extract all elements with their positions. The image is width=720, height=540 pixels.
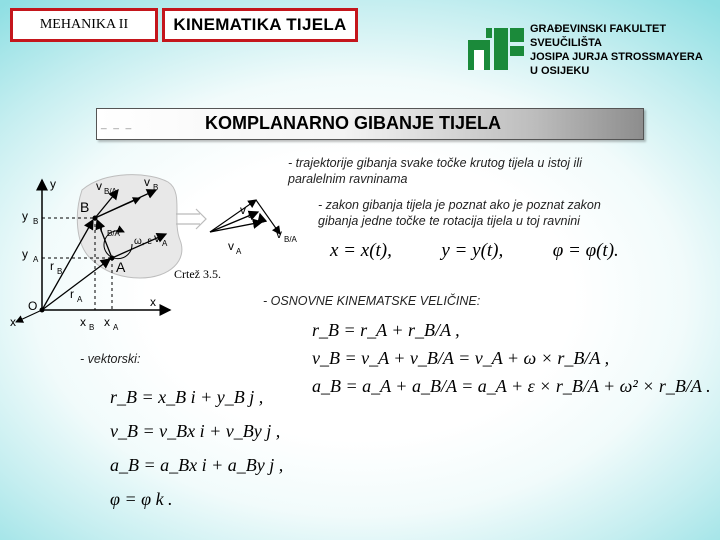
label-yA-sub: A: [33, 255, 39, 264]
label-xB: x: [80, 315, 86, 329]
course-label: MEHANIKA II: [10, 8, 158, 42]
figure-caption: Crtež 3.5.: [174, 267, 221, 281]
equation-y: y = y(t),: [441, 240, 504, 261]
note-line: - trajektorije gibanja svake točke krutog tijela u istoj ili: [288, 156, 582, 170]
equation-phi-vector: φ = φ k .: [110, 489, 173, 509]
note-trajectories: [288, 155, 582, 187]
label-vA-sub: A: [162, 239, 168, 248]
equation-rB: r_B = r_A + r_B/A ,: [312, 320, 460, 340]
equation-aB-vector: a_B = a_Bx i + a_By j ,: [110, 455, 284, 475]
label-diagram-vBA: v: [276, 227, 282, 241]
diagram-vBA: [260, 214, 262, 222]
faculty-name: [530, 22, 703, 78]
double-arrow-icon: [176, 209, 206, 229]
label-omega-epsilon: ω, ε: [134, 236, 152, 247]
label-rA: r: [70, 287, 74, 301]
origin-point: [40, 308, 45, 313]
note-basic-quantities: - OSNOVNE KINEMATSKE VELIČINE:: [263, 294, 481, 308]
label-vA: v: [154, 231, 160, 245]
label-diagram-vBA-sub: B/A: [284, 235, 297, 244]
label-z-axis: x: [10, 315, 16, 329]
label-yB: y: [22, 209, 28, 223]
label-B: B: [80, 199, 90, 215]
note-line: paralelnim ravninama: [288, 172, 408, 186]
motion-equations: [330, 240, 619, 262]
label-y-axis: y: [50, 177, 56, 191]
figure-3-5: [0, 160, 300, 340]
note-vector: - vektorski:: [80, 352, 141, 366]
label-yB-sub: B: [33, 217, 39, 226]
label-x-axis: x: [150, 295, 156, 309]
label-vB: v: [144, 175, 150, 189]
slide-title-bar: [96, 108, 644, 140]
label-rBA-sub: B/A: [107, 229, 120, 238]
rigid-body: [77, 175, 182, 278]
label-rBA: r: [100, 221, 104, 235]
equation-vB-vector: v_B = v_Bx i + v_By j ,: [110, 421, 281, 441]
label-rA-sub: A: [77, 295, 83, 304]
note-line: - zakon gibanja tijela je poznat ako je poznat zakon: [318, 198, 601, 212]
label-xA-sub: A: [113, 323, 119, 332]
point-B: [93, 216, 98, 221]
decorative-dashes: _ _ _: [101, 119, 134, 130]
equation-phi: φ = φ(t).: [552, 240, 619, 261]
faculty-line: GRAĐEVINSKI FAKULTET: [530, 23, 667, 35]
equation-vB: v_B = v_A + v_B/A = v_A + ω × r_B/A ,: [312, 348, 610, 368]
point-A: [110, 256, 115, 261]
topic-label: KINEMATIKA TIJELA: [162, 8, 358, 42]
note-law: [318, 197, 601, 229]
relative-equations: [312, 316, 711, 400]
label-rB: r: [50, 259, 54, 273]
faculty-line: U OSIJEKU: [530, 65, 590, 77]
equation-aB: a_B = a_A + a_B/A = a_A + ε × r_B/A + ω² × r_B/A .: [312, 376, 711, 396]
label-A: A: [116, 259, 126, 275]
slide-title: KOMPLANARNO GIBANJE TIJELA: [205, 113, 502, 133]
equation-rB-vector: r_B = x_B i + y_B j ,: [110, 387, 264, 407]
label-diagram-vB: v: [240, 203, 246, 217]
label-xA: x: [104, 315, 110, 329]
label-vB-sub: B: [153, 183, 159, 192]
label-xB-sub: B: [89, 323, 95, 332]
label-yA: y: [22, 247, 28, 261]
label-diagram-vB-sub: B: [248, 211, 254, 220]
label-diagram-vA: v: [228, 239, 234, 253]
vector-equations: [110, 380, 283, 516]
faculty-line: JOSIPA JURJA STROSSMAYERA: [530, 51, 703, 63]
note-line: gibanja jedne točke te rotacija tijela u toj ravnini: [318, 214, 580, 228]
label-diagram-vA-sub: A: [236, 247, 242, 256]
label-origin: O: [28, 299, 38, 313]
faculty-line: SVEUČILIŠTA: [530, 37, 602, 49]
faculty-logo: [466, 26, 526, 72]
equation-x: x = x(t),: [330, 240, 392, 261]
label-vBA: v: [96, 179, 102, 193]
label-vBA-sub: B/A: [104, 187, 117, 196]
label-rB-sub: B: [57, 267, 63, 276]
